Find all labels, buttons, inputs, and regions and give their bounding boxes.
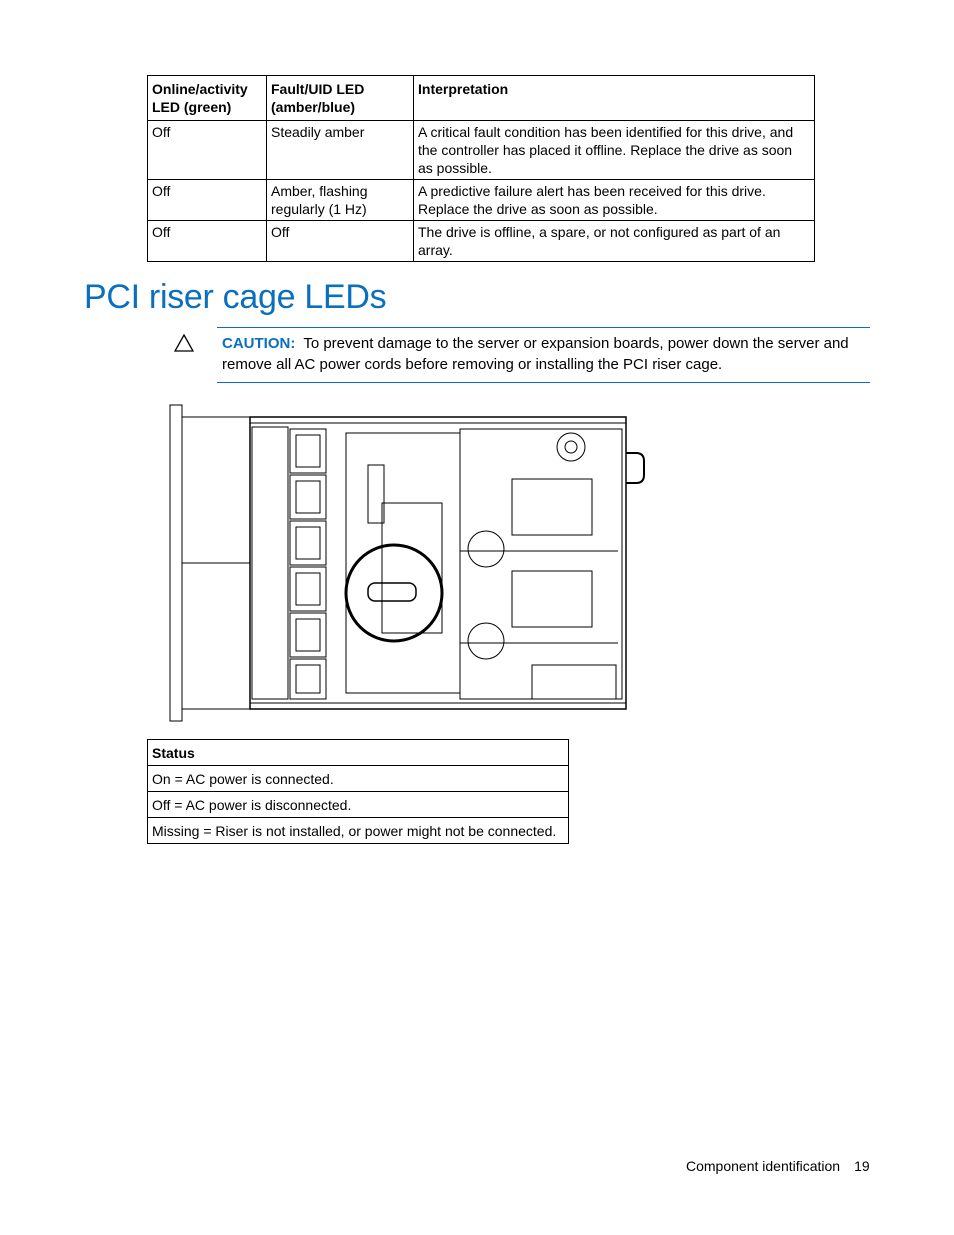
riser-slot-1 xyxy=(468,531,504,567)
table-cell: Missing = Riser is not installed, or power might not be connected. xyxy=(148,818,569,844)
table-cell: Off xyxy=(148,180,267,221)
table-cell: The drive is offline, a spare, or not configured as part of an array. xyxy=(414,221,815,262)
table-cell: Off = AC power is disconnected. xyxy=(148,792,569,818)
column-header: Interpretation xyxy=(414,76,815,121)
led-indicator xyxy=(368,583,416,601)
drive-backplane xyxy=(252,427,288,699)
air-baffle xyxy=(346,433,460,693)
table-row xyxy=(148,221,815,262)
psu-module xyxy=(532,665,616,699)
front-bezel xyxy=(170,405,182,721)
table-cell: On = AC power is connected. xyxy=(148,766,569,792)
caution-note xyxy=(217,327,870,383)
table-cell: Off xyxy=(148,121,267,180)
drive-led-table xyxy=(147,75,815,262)
riser-slot-2 xyxy=(468,623,504,659)
table-cell: Amber, flashing regularly (1 Hz) xyxy=(267,180,414,221)
footer-section-title: Component identification xyxy=(686,1158,841,1174)
battery xyxy=(557,433,585,461)
table-cell: Off xyxy=(148,221,267,262)
table-row xyxy=(148,792,569,818)
page-number: 19 xyxy=(854,1158,870,1174)
rear-handle xyxy=(626,453,644,483)
table-row xyxy=(148,766,569,792)
caution-label: CAUTION: xyxy=(222,335,296,352)
page-footer xyxy=(686,1158,870,1174)
section-heading: PCI riser cage LEDs xyxy=(84,278,387,316)
table-row xyxy=(148,818,569,844)
table-header-row xyxy=(148,740,569,766)
fan-array xyxy=(290,429,326,699)
table-cell: A critical fault condition has been identified for this drive, and the controller has placed it offline. Replace the drive as soon as possible. xyxy=(414,121,815,180)
caution-triangle-icon xyxy=(174,334,194,352)
table-row xyxy=(148,121,815,180)
psu-bay-2 xyxy=(512,571,592,627)
column-header: Status xyxy=(148,740,569,766)
table-header-row xyxy=(148,76,815,121)
table-cell: Steadily amber xyxy=(267,121,414,180)
column-header: Online/activity LED (green) xyxy=(148,76,267,121)
table-row xyxy=(148,180,815,221)
table-cell: A predictive failure alert has been received for this drive. Replace the drive as soon as possible. xyxy=(414,180,815,221)
column-header: Fault/UID LED (amber/blue) xyxy=(267,76,414,121)
caution-text: To prevent damage to the server or expansion boards, power down the server and remove all AC power cords before removing or installing the PCI riser cage. xyxy=(222,335,849,373)
table-cell: Off xyxy=(267,221,414,262)
psu-bay-1 xyxy=(512,479,592,535)
riser-status-table xyxy=(147,739,569,844)
riser-led-callout-circle xyxy=(346,545,442,641)
server-top-view-illustration xyxy=(168,403,648,725)
